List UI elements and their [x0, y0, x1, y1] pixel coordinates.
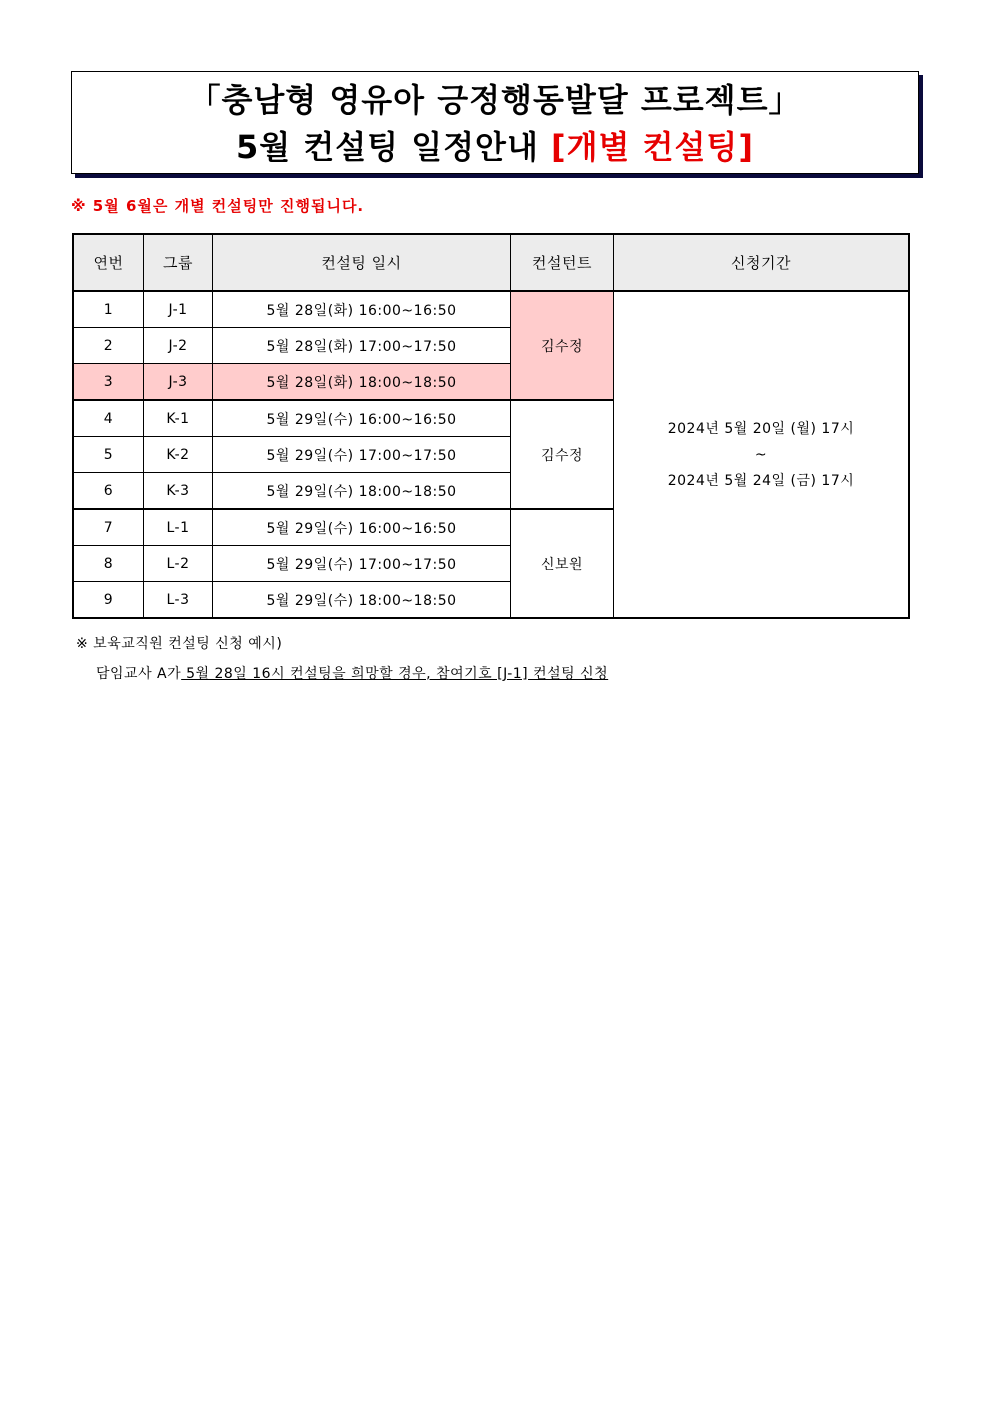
cell-group: L-2: [144, 546, 213, 582]
cell-datetime: 5월 29일(수) 16:00~16:50: [213, 400, 511, 437]
title-line1: 「충남형 영유아 긍정행동발달 프로젝트」: [188, 81, 802, 119]
cell-no: 8: [73, 546, 144, 582]
cell-no: 9: [73, 582, 144, 619]
example-heading: ※ 보육교직원 컨설팅 신청 예시): [76, 636, 283, 652]
title-line2-red: [개별 컨설팅]: [551, 128, 754, 166]
cell-no: 3: [73, 364, 144, 401]
table-row: [73, 291, 909, 328]
cell-datetime: 5월 29일(수) 18:00~18:50: [213, 582, 511, 619]
schedule-table: [72, 233, 910, 619]
cell-group: K-2: [144, 437, 213, 473]
header-group: 그룹: [144, 234, 213, 291]
table-header-row: [73, 234, 909, 291]
cell-datetime: 5월 29일(수) 16:00~16:50: [213, 509, 511, 546]
cell-group: J-1: [144, 291, 213, 328]
cell-datetime: 5월 29일(수) 18:00~18:50: [213, 473, 511, 510]
title-box: [71, 71, 919, 174]
example-text: [96, 663, 608, 683]
cell-no: 2: [73, 328, 144, 364]
cell-no: 1: [73, 291, 144, 328]
cell-datetime: 5월 28일(화) 17:00~17:50: [213, 328, 511, 364]
cell-datetime: 5월 29일(수) 17:00~17:50: [213, 437, 511, 473]
header-period: 신청기간: [614, 234, 910, 291]
cell-consultant: 김수정: [511, 291, 614, 400]
cell-group: L-3: [144, 582, 213, 619]
cell-consultant: 신보원: [511, 509, 614, 618]
cell-no: 6: [73, 473, 144, 510]
cell-datetime: 5월 29일(수) 17:00~17:50: [213, 546, 511, 582]
cell-no: 7: [73, 509, 144, 546]
cell-no: 4: [73, 400, 144, 437]
cell-group: K-1: [144, 400, 213, 437]
title-line2: [72, 127, 918, 167]
cell-application-period: [614, 291, 910, 618]
example-prefix: 담임교사 A가: [96, 666, 182, 682]
header-no: 연번: [73, 234, 144, 291]
cell-group: K-3: [144, 473, 213, 510]
cell-group: J-3: [144, 364, 213, 401]
title-line2-text: 5월 컨설팅 일정안내: [236, 128, 552, 166]
cell-consultant: 김수정: [511, 400, 614, 509]
notice-text: ※ 5월 6월은 개별 컨설팅만 진행됩니다.: [71, 197, 365, 215]
cell-datetime: 5월 28일(화) 16:00~16:50: [213, 291, 511, 328]
header-datetime: 컨설팅 일시: [213, 234, 511, 291]
example-underlined: 5월 28일 16시 컨설팅을 희망할 경우, 참여기호 [J-1] 컨설팅 신청: [181, 666, 609, 682]
period-start: 2024년 5월 20일 (월) 17시: [667, 420, 855, 437]
period-separator: ~: [754, 446, 768, 463]
cell-no: 5: [73, 437, 144, 473]
header-consultant: 컨설턴트: [511, 234, 614, 291]
cell-datetime: 5월 28일(화) 18:00~18:50: [213, 364, 511, 401]
cell-group: L-1: [144, 509, 213, 546]
period-end: 2024년 5월 24일 (금) 17시: [667, 472, 855, 489]
cell-group: J-2: [144, 328, 213, 364]
